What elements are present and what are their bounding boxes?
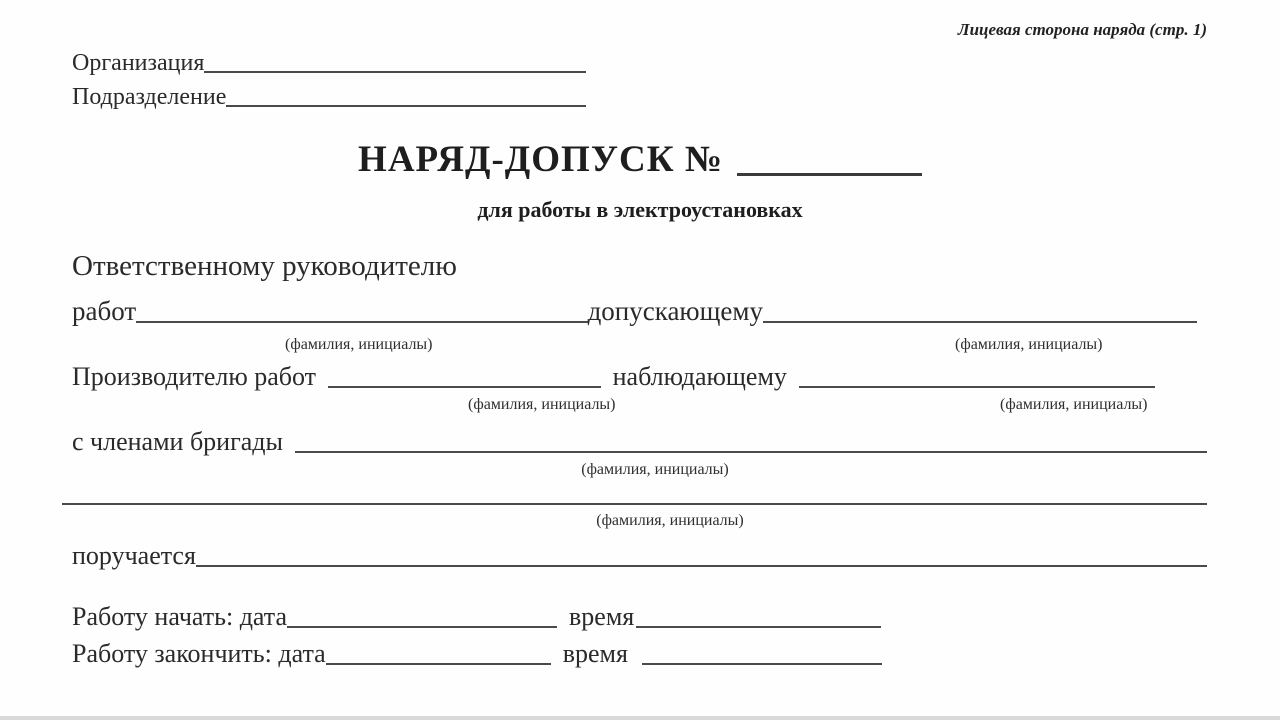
name-hint: (фамилия, инициалы) (1000, 396, 1148, 413)
start-time-fill-line (636, 602, 881, 628)
responsible-manager-name-fill-line (136, 296, 587, 323)
team-members-extra-fill-line (62, 503, 1207, 505)
organization-row (72, 50, 586, 77)
assignment-row (72, 541, 1207, 571)
team-members-row (72, 427, 1207, 457)
name-hint: (фамилия, инициалы) (581, 461, 729, 478)
start-time-label: время (569, 602, 635, 631)
document-title-row (0, 138, 1280, 181)
subdivision-fill-line (226, 84, 586, 107)
assignment-fill-line (196, 541, 1207, 567)
team-members-label: с членами бригады (72, 427, 283, 456)
document-title: НАРЯД-ДОПУСК № (358, 139, 723, 180)
organization-label: Организация (72, 50, 205, 76)
producer-observer-row (72, 362, 1155, 392)
finish-date-fill-line (326, 639, 551, 665)
organization-fill-line (204, 50, 586, 73)
admitter-name-fill-line (763, 296, 1197, 323)
team-members-fill-line (295, 427, 1207, 453)
observer-label: наблюдающему (612, 362, 787, 391)
works-admitter-row (72, 296, 1197, 327)
subdivision-row (72, 84, 586, 111)
subdivision-label: Подразделение (72, 84, 227, 110)
document-subtitle: для работы в электроустановках (477, 197, 803, 222)
name-hint: (фамилия, инициалы) (468, 396, 616, 413)
work-finish-row (72, 639, 882, 669)
page-side-note: Лицевая сторона наряда (стр. 1) (957, 20, 1207, 39)
admitter-label: допускающему (587, 296, 763, 326)
scan-bottom-edge (0, 716, 1280, 720)
name-hint: (фамилия, инициалы) (596, 512, 744, 529)
work-producer-name-fill-line (328, 362, 601, 388)
finish-time-fill-line (642, 639, 882, 665)
finish-time-label: время (562, 639, 628, 668)
start-date-fill-line (287, 602, 557, 628)
assignment-label: поручается (72, 541, 196, 570)
work-start-row (72, 602, 881, 632)
work-producer-label: Производителю работ (72, 362, 317, 391)
responsible-manager-label: Ответственному руководителю (72, 250, 457, 282)
name-hint: (фамилия, инициалы) (955, 336, 1103, 353)
work-finish-label: Работу закончить: дата (72, 639, 326, 668)
name-hint: (фамилия, инициалы) (285, 336, 433, 353)
permit-number-fill-line (737, 138, 922, 176)
work-start-label: Работу начать: дата (72, 602, 288, 631)
works-label: работ (72, 296, 137, 326)
observer-name-fill-line (799, 362, 1155, 388)
